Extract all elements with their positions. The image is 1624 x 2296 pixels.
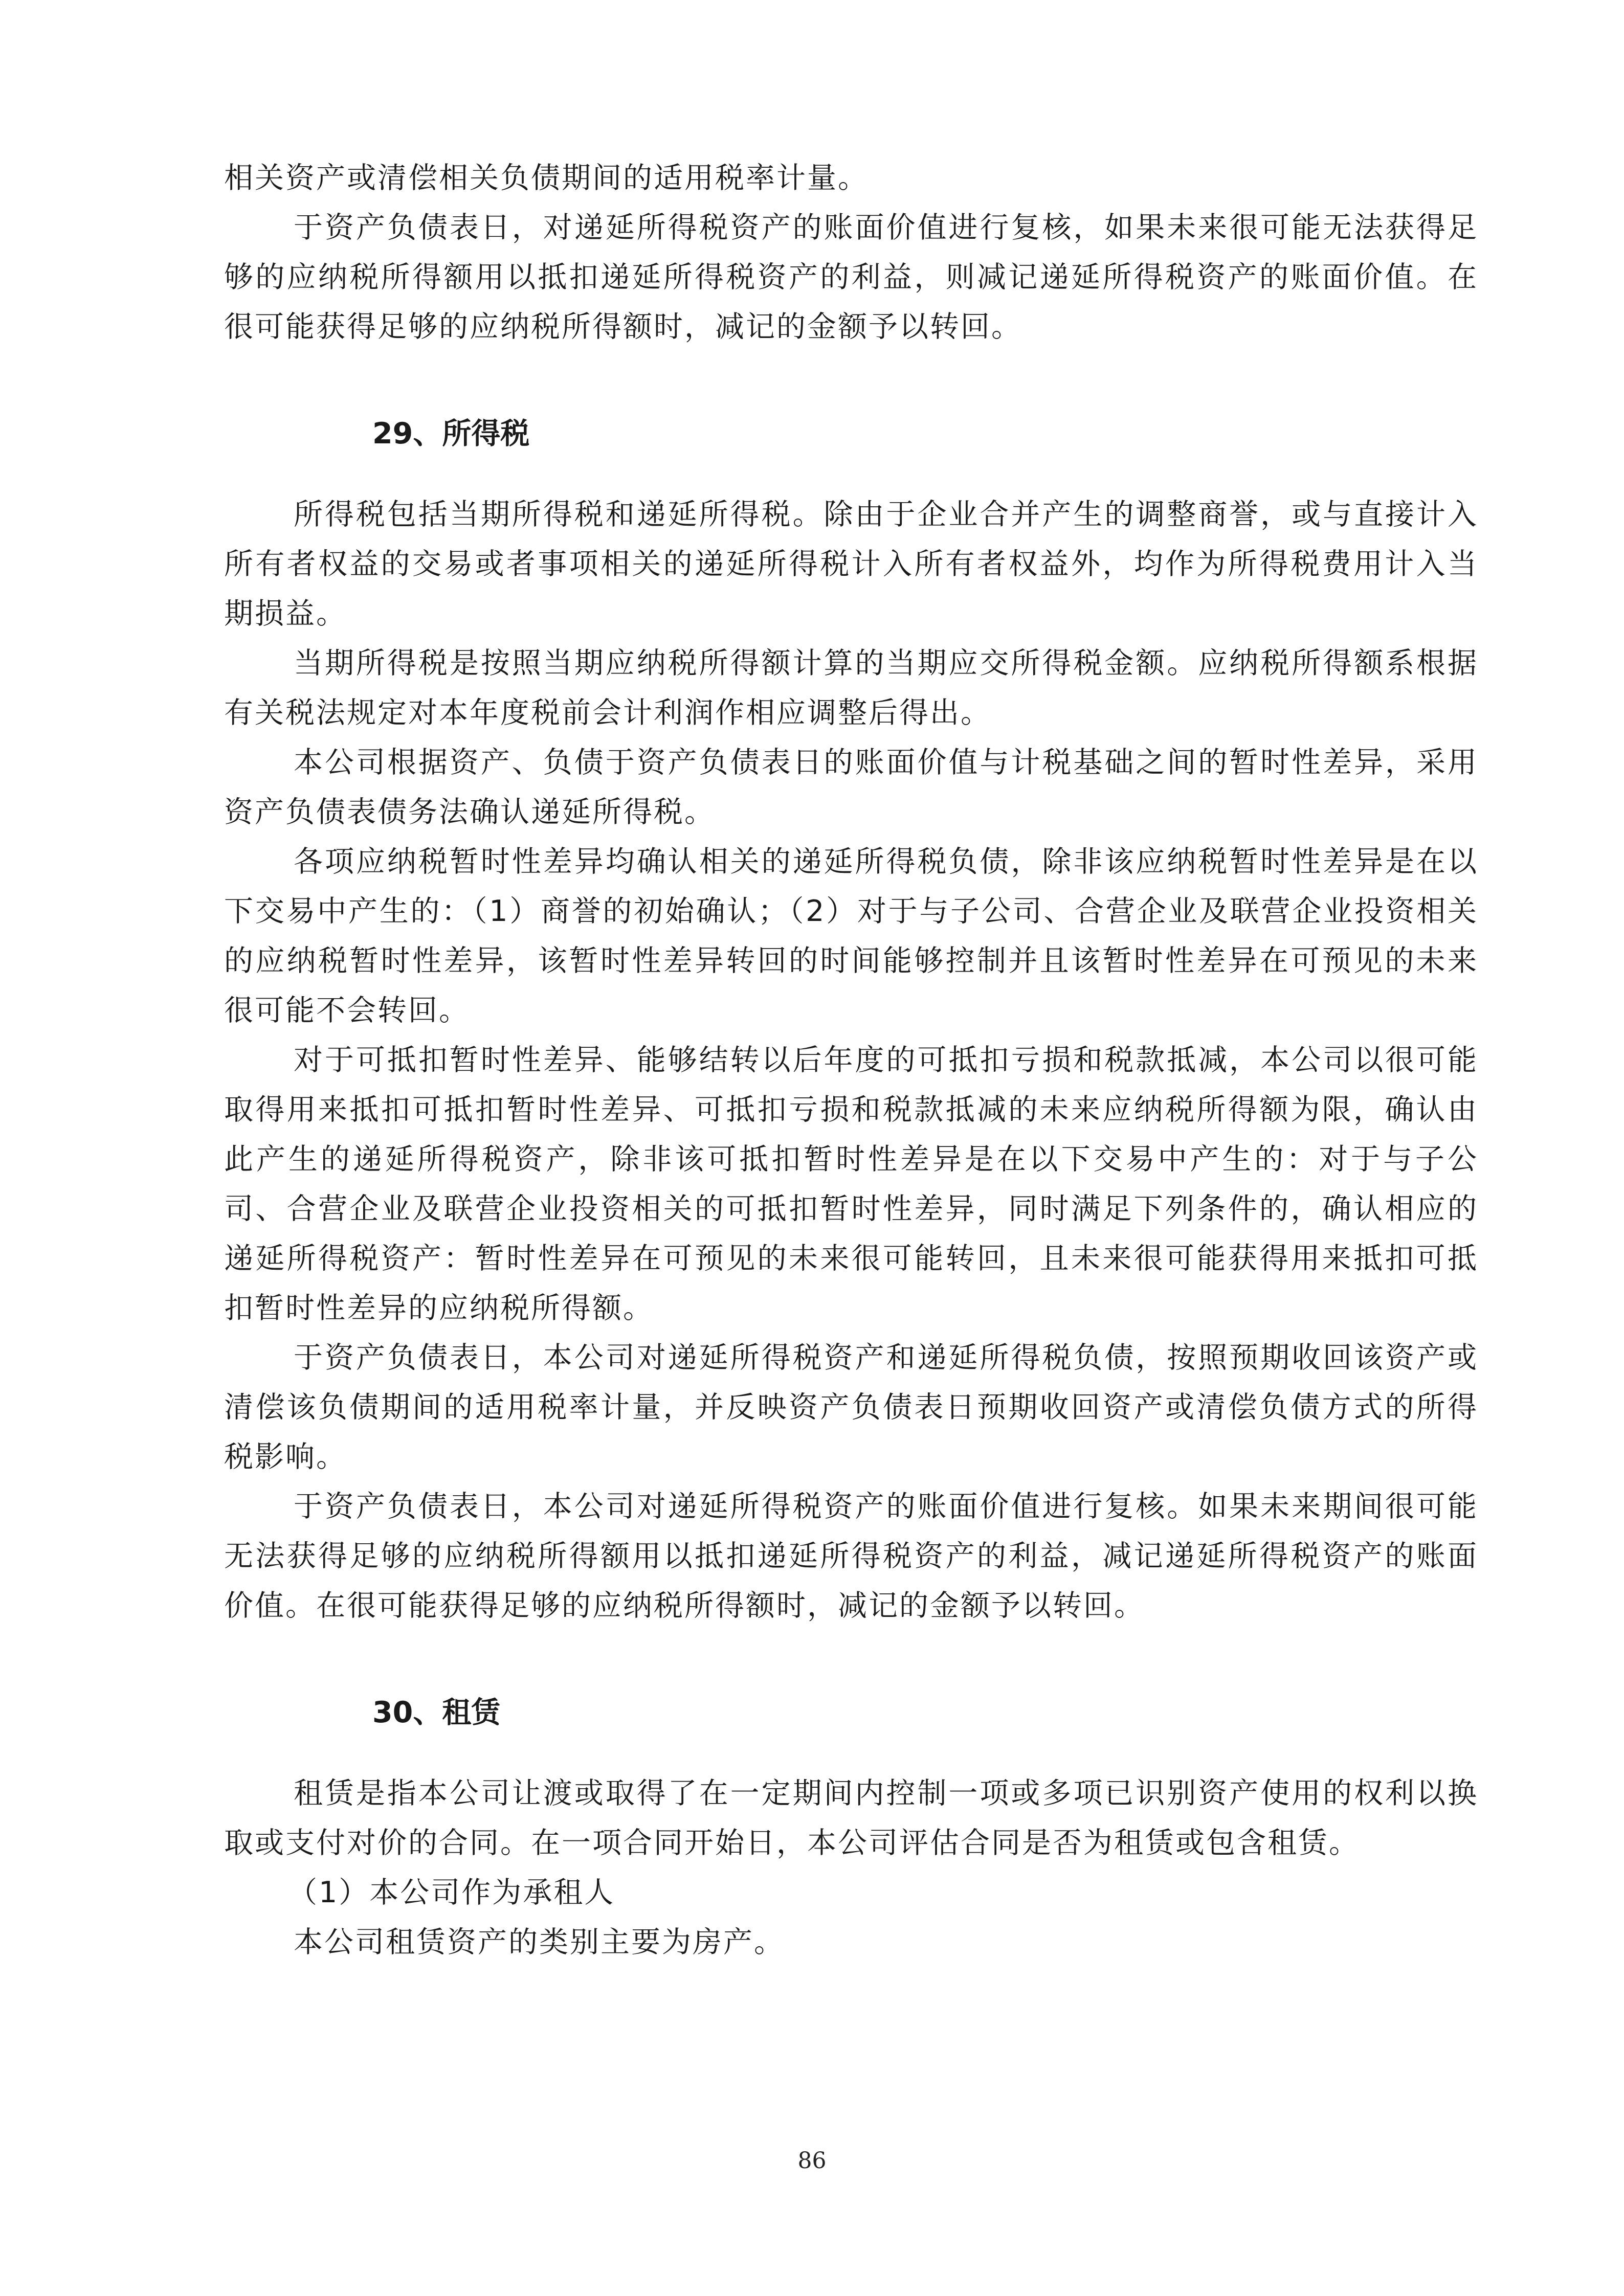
paragraph: 于资产负债表日，对递延所得税资产的账面价值进行复核，如果未来很可能无法获得足够的应纳税所得额用以抵扣递延所得税资产的利益，则减记递延所得税资产的账面价值。在很可能获得足够的应纳税所得额时，减记的金额予以转回。	[224, 211, 1478, 344]
paragraph: 当期所得税是按照当期应纳税所得额计算的当期应交所得税金额。应纳税所得额系根据有关税法规定对本年度税前会计利润作相应调整后得出。	[224, 646, 1478, 730]
paragraph: 租赁是指本公司让渡或取得了在一定期间内控制一项或多项已识别资产使用的权利以换取或支付对价的合同。在一项合同开始日，本公司评估合同是否为租赁或包含租赁。	[224, 1776, 1478, 1860]
paragraph: 对于可抵扣暂时性差异、能够结转以后年度的可抵扣亏损和税款抵减，本公司以很可能取得用来抵扣可抵扣暂时性差异、可抵扣亏损和税款抵减的未来应纳税所得额为限，确认由此产生的递延所得税资产，除非该可抵扣暂时性差异是在以下交易中产生的：对于与子公司、合营企业及联营企业投资相关的可抵扣暂时性差异，同时满足下列条件的，确认相应的递延所得税资产：暂时性差异在可预见的未来很可能转回，且未来很可能获得用来抵扣可抵扣暂时性差异的应纳税所得额。	[224, 1043, 1478, 1325]
sub-item-heading: （1）本公司作为承租人	[288, 1876, 615, 1909]
section-heading-29: 29、所得税	[372, 417, 530, 451]
paragraph: 于资产负债表日，本公司对递延所得税资产的账面价值进行复核。如果未来期间很可能无法获得足够的应纳税所得额用以抵扣递延所得税资产的利益，减记递延所得税资产的账面价值。在很可能获得足够的应纳税所得额时，减记的金额予以转回。	[224, 1490, 1478, 1623]
paragraph: 相关资产或清偿相关负债期间的适用税率计量。	[224, 161, 869, 195]
document-body	[224, 153, 1478, 1967]
page-number: 86	[797, 2148, 827, 2174]
section-heading-30: 30、租赁	[372, 1696, 501, 1729]
paragraph: 各项应纳税暂时性差异均确认相关的递延所得税负债，除非该应纳税暂时性差异是在以下交易中产生的：（1）商誉的初始确认；（2）对于与子公司、合营企业及联营企业投资相关的应纳税暂时性差异，该暂时性差异转回的时间能够控制并且该暂时性差异在可预见的未来很可能不会转回。	[224, 845, 1478, 1027]
paragraph: 本公司根据资产、负债于资产负债表日的账面价值与计税基础之间的暂时性差异，采用资产负债表债务法确认递延所得税。	[224, 746, 1478, 829]
paragraph: 于资产负债表日，本公司对递延所得税资产和递延所得税负债，按照预期收回该资产或清偿该负债期间的适用税率计量，并反映资产负债表日预期收回资产或清偿负债方式的所得税影响。	[224, 1341, 1478, 1474]
paragraph: 本公司租赁资产的类别主要为房产。	[294, 1925, 785, 1959]
paragraph: 所得税包括当期所得税和递延所得税。除由于企业合并产生的调整商誉，或与直接计入所有者权益的交易或者事项相关的递延所得税计入所有者权益外，均作为所得税费用计入当期损益。	[224, 498, 1478, 631]
